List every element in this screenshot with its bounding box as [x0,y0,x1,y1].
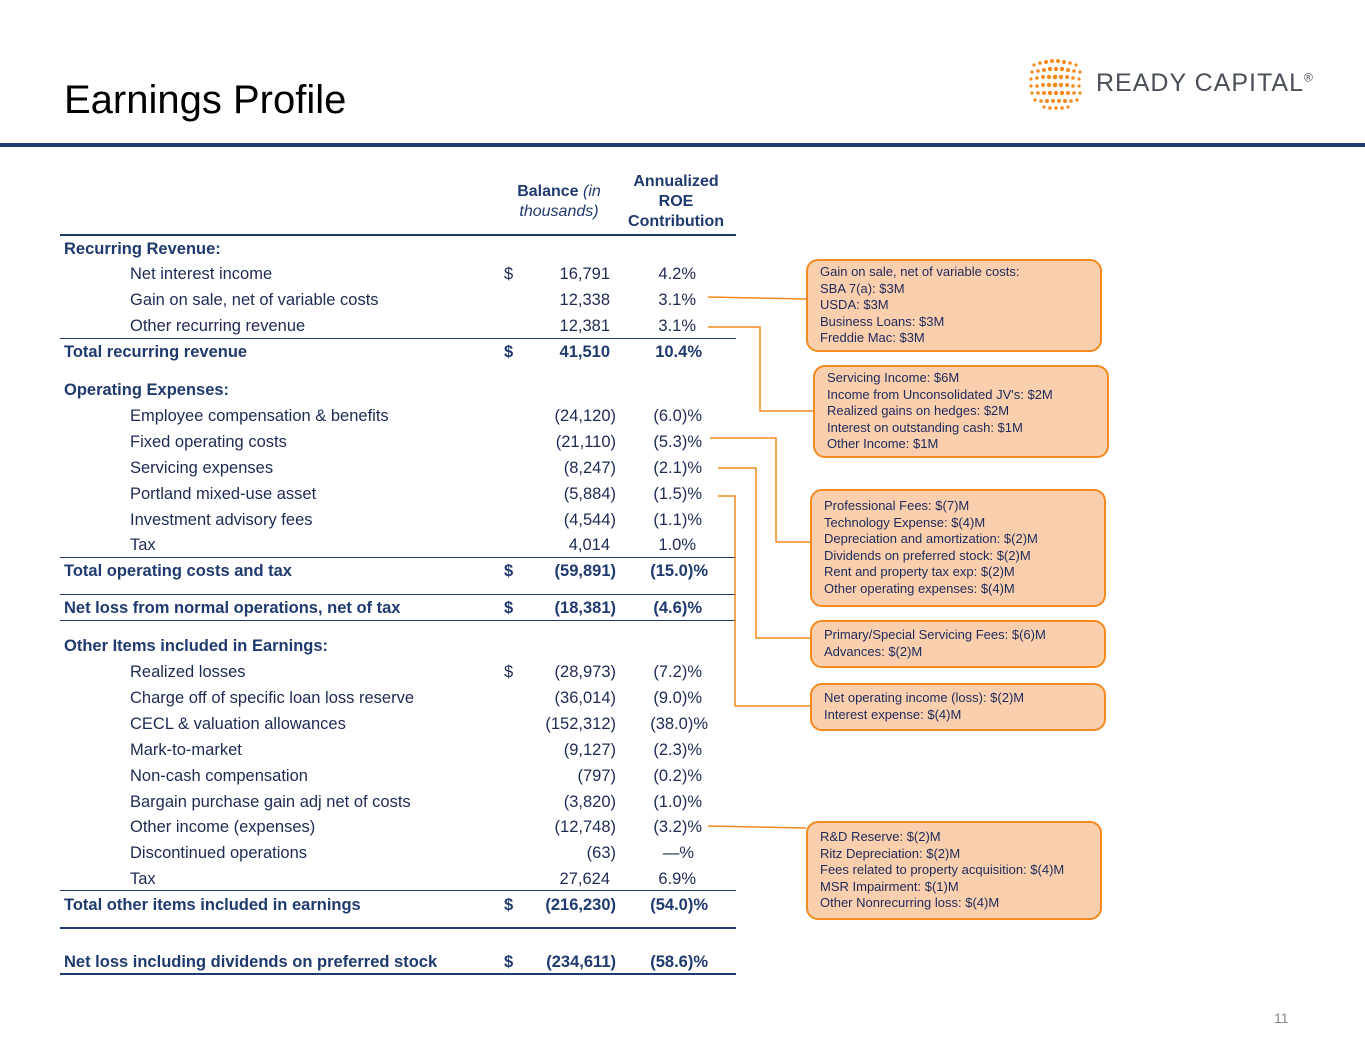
section-operating: Operating Expenses: [64,381,230,399]
row-divider [60,927,736,929]
table-row: Charge off of specific loan loss reserve (36,014) (9.0)% [130,689,702,707]
logo-dots-icon [1028,55,1088,111]
total-row: Total operating costs and tax $ (59,891) (15.0)% [64,562,708,580]
header-underline [60,234,736,236]
row-divider [60,338,736,339]
table-row: Tax 27,624 6.9% [130,870,696,888]
page-number: 11 [1274,1010,1289,1026]
callout-gain-on-sale: Gain on sale, net of variable costs: SBA 7(a): $3M USDA: $3M Business Loans: $3M Freddie Mac: $3M [806,259,1102,352]
table-row: Portland mixed-use asset (5,884) (1.5)% [130,485,702,503]
table-row: Servicing expenses (8,247) (2.1)% [130,459,702,477]
table-row: Employee compensation & benefits (24,120) (6.0)% [130,407,702,425]
page-title: Earnings Profile [64,78,347,122]
grand-total-row: Net loss including dividends on preferred stock $ (234,611) (58.6)% [64,953,708,971]
section-other: Other Items included in Earnings: [64,637,329,655]
row-divider [60,594,736,595]
total-row: Net loss from normal operations, net of tax $ (18,381) (4.6)% [64,599,702,617]
table-row: Discontinued operations (63) —% [130,844,694,862]
row-divider [60,973,736,975]
total-row: Total other items included in earnings $ (216,230) (54.0)% [64,896,708,914]
header-roe: Annualized ROE Contribution [628,173,724,230]
callout-other-income: R&D Reserve: $(2)M Ritz Depreciation: $(2)M Fees related to property acquisition: $(4)M MSR Impairment: $(1)M Other Nonrecurring loss: $(4)M [806,821,1102,920]
title-divider [0,143,1365,147]
callout-servicing-expenses: Primary/Special Servicing Fees: $(6)M Advances: $(2)M [810,620,1106,668]
table-row: Net interest income $ 16,791 4.2% [130,265,696,283]
row-divider [60,620,736,621]
table-row: Other recurring revenue 12,381 3.1% [130,317,696,335]
table-row: Gain on sale, net of variable costs 12,338 3.1% [130,291,696,309]
table-row: Mark-to-market (9,127) (2.3)% [130,741,702,759]
table-row: Non-cash compensation (797) (0.2)% [130,767,702,785]
table-row: Bargain purchase gain adj net of costs (3,820) (1.0)% [130,793,702,811]
table-row: Tax 4,014 1.0% [130,536,696,554]
table-row: Investment advisory fees (4,544) (1.1)% [130,511,702,529]
callout-other-recurring: Servicing Income: $6M Income from Unconsolidated JV's: $2M Realized gains on hedges: $2M Interest on outstanding cash: $1M Other Income: $1M [813,365,1109,458]
logo-wordmark: READY CAPITAL® [1096,69,1314,97]
callout-fixed-operating: Professional Fees: $(7)M Technology Expense: $(4)M Depreciation and amortization: $(2)M Dividends on preferred stock: $(2)M Rent and property tax exp: $(2)M Other operating expenses: $(4)M [810,489,1106,607]
table-row: CECL & valuation allowances (152,312) (38.0)% [130,715,708,733]
company-logo [1028,55,1318,111]
total-row: Total recurring revenue $ 41,510 10.4% [64,343,702,361]
table-row: Other income (expenses) (12,748) (3.2)% [130,818,702,836]
table-row: Realized losses $ (28,973) (7.2)% [130,663,702,681]
table-row: Fixed operating costs (21,110) (5.3)% [130,433,702,451]
row-divider [60,890,736,891]
row-divider [60,557,736,558]
header-balance: Balance (in thousands) [517,183,601,220]
section-recurring: Recurring Revenue: [64,240,221,258]
callout-portland-asset: Net operating income (loss): $(2)M Interest expense: $(4)M [810,683,1106,731]
